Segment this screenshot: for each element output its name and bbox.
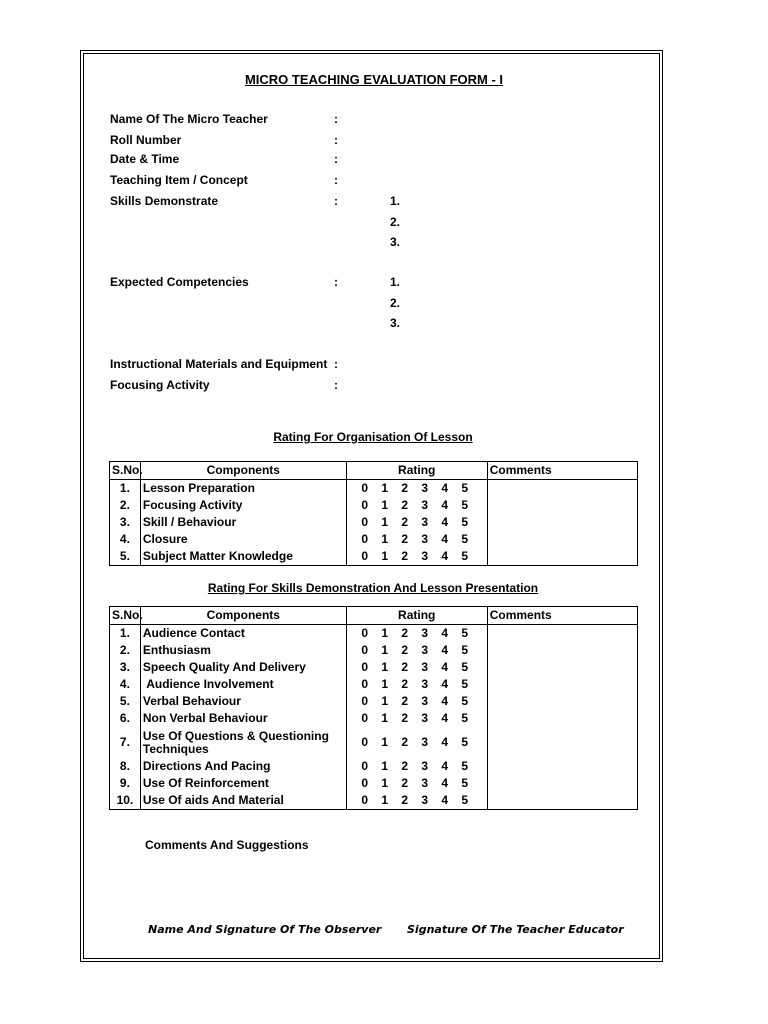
field-label-skills: Skills Demonstrate — [110, 194, 219, 208]
row-comments-cell[interactable] — [487, 693, 637, 710]
section-title-skills: Rating For Skills Demonstration And Lesson Presentation — [207, 581, 539, 595]
field-colon: : — [334, 152, 338, 166]
rating-option[interactable]: 0 — [361, 481, 369, 495]
rating-option[interactable]: 1 — [381, 481, 389, 495]
rating-option[interactable]: 5 — [461, 694, 469, 708]
row-rating-scale — [346, 693, 487, 710]
rating-option[interactable]: 2 — [401, 643, 409, 657]
field-label-focusing-activity: Focusing Activity — [110, 378, 210, 392]
header-sno: S.No. — [110, 607, 141, 625]
rating-option[interactable]: 5 — [461, 677, 469, 691]
rating-option[interactable]: 0 — [361, 677, 369, 691]
rating-option[interactable]: 3 — [421, 515, 429, 529]
field-label-teacher-name: Name Of The Micro Teacher — [110, 112, 268, 126]
rating-option[interactable]: 3 — [421, 498, 429, 512]
rating-option[interactable]: 0 — [361, 532, 369, 546]
rating-option[interactable]: 4 — [441, 626, 449, 640]
row-sno: 1. — [110, 480, 141, 498]
table-row — [110, 659, 638, 676]
rating-option[interactable]: 2 — [401, 481, 409, 495]
row-component: Non Verbal Behaviour — [140, 710, 346, 727]
rating-option[interactable]: 5 — [461, 498, 469, 512]
row-sno: 6. — [110, 710, 141, 727]
row-component: Enthusiasm — [140, 642, 346, 659]
row-sno: 8. — [110, 758, 141, 775]
rating-option[interactable]: 5 — [461, 626, 469, 640]
row-sno: 5. — [110, 693, 141, 710]
section-title-organisation: Rating For Organisation Of Lesson — [273, 430, 473, 444]
field-colon: : — [334, 357, 338, 371]
rating-option[interactable]: 1 — [381, 694, 389, 708]
skills-item-number: 3. — [390, 235, 401, 249]
rating-option[interactable]: 3 — [421, 759, 429, 773]
rating-option[interactable]: 4 — [441, 481, 449, 495]
rating-option[interactable]: 1 — [381, 711, 389, 725]
table-row — [110, 710, 638, 727]
rating-option[interactable]: 4 — [441, 677, 449, 691]
row-sno: 4. — [110, 531, 141, 548]
observer-signature-label: Name And Signature Of The Observer — [148, 923, 382, 936]
row-rating-scale — [346, 710, 487, 727]
rating-option[interactable]: 2 — [401, 793, 409, 807]
rating-option[interactable]: 2 — [401, 735, 409, 749]
row-component: Use Of Questions & Questioning Techniques — [140, 727, 346, 758]
rating-option[interactable]: 5 — [461, 549, 469, 563]
rating-option[interactable]: 5 — [461, 711, 469, 725]
rating-option[interactable]: 1 — [381, 677, 389, 691]
row-rating-scale — [346, 727, 487, 758]
rating-option[interactable]: 4 — [441, 515, 449, 529]
rating-option[interactable]: 3 — [421, 481, 429, 495]
field-colon: : — [334, 378, 338, 392]
rating-option[interactable]: 0 — [361, 626, 369, 640]
row-comments-cell[interactable] — [487, 497, 637, 514]
rating-option[interactable]: 0 — [361, 759, 369, 773]
rating-option[interactable]: 4 — [441, 660, 449, 674]
row-component: Use Of Reinforcement — [140, 775, 346, 792]
table-row — [110, 775, 638, 792]
rating-option[interactable]: 1 — [381, 498, 389, 512]
row-rating-scale — [346, 792, 487, 810]
field-label-date-time: Date & Time — [110, 152, 180, 166]
row-component: Audience Contact — [140, 625, 346, 643]
competency-item-number: 1. — [390, 275, 401, 289]
header-rating: Rating — [346, 462, 487, 480]
row-comments-cell[interactable] — [487, 659, 637, 676]
skills-item-number: 2. — [390, 215, 401, 229]
row-comments-cell[interactable] — [487, 531, 637, 548]
header-rating: Rating — [346, 607, 487, 625]
table-row — [110, 758, 638, 775]
row-component: Focusing Activity — [140, 497, 346, 514]
rating-option[interactable]: 5 — [461, 532, 469, 546]
field-label-roll-number: Roll Number — [110, 133, 182, 147]
rating-option[interactable]: 0 — [361, 694, 369, 708]
rating-option[interactable]: 1 — [381, 776, 389, 790]
rating-option[interactable]: 3 — [421, 776, 429, 790]
rating-option[interactable]: 1 — [381, 660, 389, 674]
table-row — [110, 480, 638, 498]
row-rating-scale — [346, 758, 487, 775]
rating-option[interactable]: 3 — [421, 694, 429, 708]
table-row — [110, 792, 638, 810]
rating-option[interactable]: 2 — [401, 711, 409, 725]
rating-option[interactable]: 1 — [381, 793, 389, 807]
row-component: Speech Quality And Delivery — [140, 659, 346, 676]
row-component: Directions And Pacing — [140, 758, 346, 775]
rating-option[interactable]: 5 — [461, 660, 469, 674]
row-comments-cell[interactable] — [487, 514, 637, 531]
header-comments: Comments — [487, 462, 637, 480]
competency-item-number: 3. — [390, 316, 401, 330]
rating-option[interactable]: 5 — [461, 759, 469, 773]
row-rating-scale — [346, 548, 487, 566]
field-label-competencies: Expected Competencies — [110, 275, 249, 289]
table-row — [110, 727, 638, 758]
rating-option[interactable]: 1 — [381, 643, 389, 657]
rating-option[interactable]: 3 — [421, 711, 429, 725]
row-comments-cell[interactable] — [487, 480, 637, 498]
rating-option[interactable]: 2 — [401, 694, 409, 708]
field-colon: : — [334, 133, 338, 147]
table-row — [110, 497, 638, 514]
row-sno: 5. — [110, 548, 141, 566]
row-rating-scale — [346, 625, 487, 643]
rating-option[interactable]: 4 — [441, 694, 449, 708]
form-title: MICRO TEACHING EVALUATION FORM - I — [244, 72, 504, 87]
rating-option[interactable]: 3 — [421, 532, 429, 546]
row-comments-cell[interactable] — [487, 625, 637, 643]
header-components: Components — [140, 462, 346, 480]
rating-option[interactable]: 5 — [461, 643, 469, 657]
rating-option[interactable]: 4 — [441, 759, 449, 773]
row-component: Audience Involvement — [140, 676, 346, 693]
rating-option[interactable]: 2 — [401, 498, 409, 512]
row-comments-cell[interactable] — [487, 792, 637, 810]
rating-option[interactable]: 5 — [461, 481, 469, 495]
row-rating-scale — [346, 676, 487, 693]
rating-option[interactable]: 4 — [441, 532, 449, 546]
row-comments-cell[interactable] — [487, 758, 637, 775]
row-sno: 3. — [110, 514, 141, 531]
row-component: Use Of aids And Material — [140, 792, 346, 810]
row-component: Skill / Behaviour — [140, 514, 346, 531]
row-comments-cell[interactable] — [487, 775, 637, 792]
rating-option[interactable]: 3 — [421, 626, 429, 640]
rating-option[interactable]: 1 — [381, 532, 389, 546]
rating-option[interactable]: 4 — [441, 711, 449, 725]
row-comments-cell[interactable] — [487, 676, 637, 693]
rating-option[interactable]: 0 — [361, 711, 369, 725]
rating-option[interactable]: 2 — [401, 776, 409, 790]
rating-option[interactable]: 0 — [361, 643, 369, 657]
rating-option[interactable]: 5 — [461, 793, 469, 807]
field-colon: : — [334, 275, 338, 289]
row-rating-scale — [346, 531, 487, 548]
row-rating-scale — [346, 775, 487, 792]
field-label-teaching-item: Teaching Item / Concept — [110, 173, 248, 187]
rating-option[interactable]: 1 — [381, 759, 389, 773]
rating-option[interactable]: 3 — [421, 793, 429, 807]
table-row — [110, 548, 638, 566]
rating-option[interactable]: 0 — [361, 515, 369, 529]
rating-option[interactable]: 3 — [421, 643, 429, 657]
row-sno: 4. — [110, 676, 141, 693]
row-sno: 2. — [110, 497, 141, 514]
rating-option[interactable]: 3 — [421, 677, 429, 691]
table-row — [110, 625, 638, 643]
row-rating-scale — [346, 659, 487, 676]
field-colon: : — [334, 173, 338, 187]
rating-option[interactable]: 4 — [441, 498, 449, 512]
field-colon: : — [334, 112, 338, 126]
row-component: Subject Matter Knowledge — [140, 548, 346, 566]
rating-option[interactable]: 2 — [401, 549, 409, 563]
organisation-rating-table — [109, 461, 638, 566]
row-component: Verbal Behaviour — [140, 693, 346, 710]
rating-option[interactable]: 1 — [381, 626, 389, 640]
row-sno: 2. — [110, 642, 141, 659]
row-comments-cell[interactable] — [487, 642, 637, 659]
table-row — [110, 693, 638, 710]
row-comments-cell[interactable] — [487, 710, 637, 727]
rating-option[interactable]: 4 — [441, 793, 449, 807]
row-rating-scale — [346, 497, 487, 514]
skills-rating-table — [109, 606, 638, 810]
rating-option[interactable]: 4 — [441, 776, 449, 790]
rating-option[interactable]: 1 — [381, 735, 389, 749]
rating-option[interactable]: 0 — [361, 498, 369, 512]
table-row — [110, 642, 638, 659]
row-comments-cell[interactable] — [487, 548, 637, 566]
rating-option[interactable]: 2 — [401, 532, 409, 546]
field-label-materials: Instructional Materials and Equipment — [110, 357, 328, 371]
table-row — [110, 676, 638, 693]
row-rating-scale — [346, 642, 487, 659]
rating-option[interactable]: 3 — [421, 660, 429, 674]
rating-option[interactable]: 4 — [441, 549, 449, 563]
row-sno: 1. — [110, 625, 141, 643]
field-colon: : — [334, 194, 338, 208]
rating-option[interactable]: 3 — [421, 549, 429, 563]
table-row — [110, 514, 638, 531]
rating-option[interactable]: 2 — [401, 677, 409, 691]
row-sno: 10. — [110, 792, 141, 810]
rating-option[interactable]: 4 — [441, 735, 449, 749]
rating-option[interactable]: 0 — [361, 793, 369, 807]
header-sno: S.No. — [110, 462, 141, 480]
rating-option[interactable]: 2 — [401, 515, 409, 529]
header-comments: Comments — [487, 607, 637, 625]
rating-option[interactable]: 0 — [361, 549, 369, 563]
row-sno: 9. — [110, 775, 141, 792]
rating-option[interactable]: 0 — [361, 776, 369, 790]
rating-option[interactable]: 1 — [381, 515, 389, 529]
rating-option[interactable]: 5 — [461, 776, 469, 790]
rating-option[interactable]: 5 — [461, 515, 469, 529]
row-component: Lesson Preparation — [140, 480, 346, 498]
row-sno: 7. — [110, 727, 141, 758]
table-row — [110, 531, 638, 548]
row-rating-scale — [346, 514, 487, 531]
row-component: Closure — [140, 531, 346, 548]
header-components: Components — [140, 607, 346, 625]
comments-suggestions-label: Comments And Suggestions — [145, 838, 309, 852]
rating-option[interactable]: 4 — [441, 643, 449, 657]
rating-option[interactable]: 2 — [401, 626, 409, 640]
rating-option[interactable]: 2 — [401, 660, 409, 674]
rating-option[interactable]: 0 — [361, 735, 369, 749]
rating-option[interactable]: 5 — [461, 735, 469, 749]
competency-item-number: 2. — [390, 296, 401, 310]
rating-option[interactable]: 0 — [361, 660, 369, 674]
row-sno: 3. — [110, 659, 141, 676]
rating-option[interactable]: 3 — [421, 735, 429, 749]
row-comments-cell[interactable] — [487, 727, 637, 758]
educator-signature-label: Signature Of The Teacher Educator — [407, 923, 624, 936]
skills-item-number: 1. — [390, 194, 401, 208]
row-rating-scale — [346, 480, 487, 498]
rating-option[interactable]: 1 — [381, 549, 389, 563]
rating-option[interactable]: 2 — [401, 759, 409, 773]
